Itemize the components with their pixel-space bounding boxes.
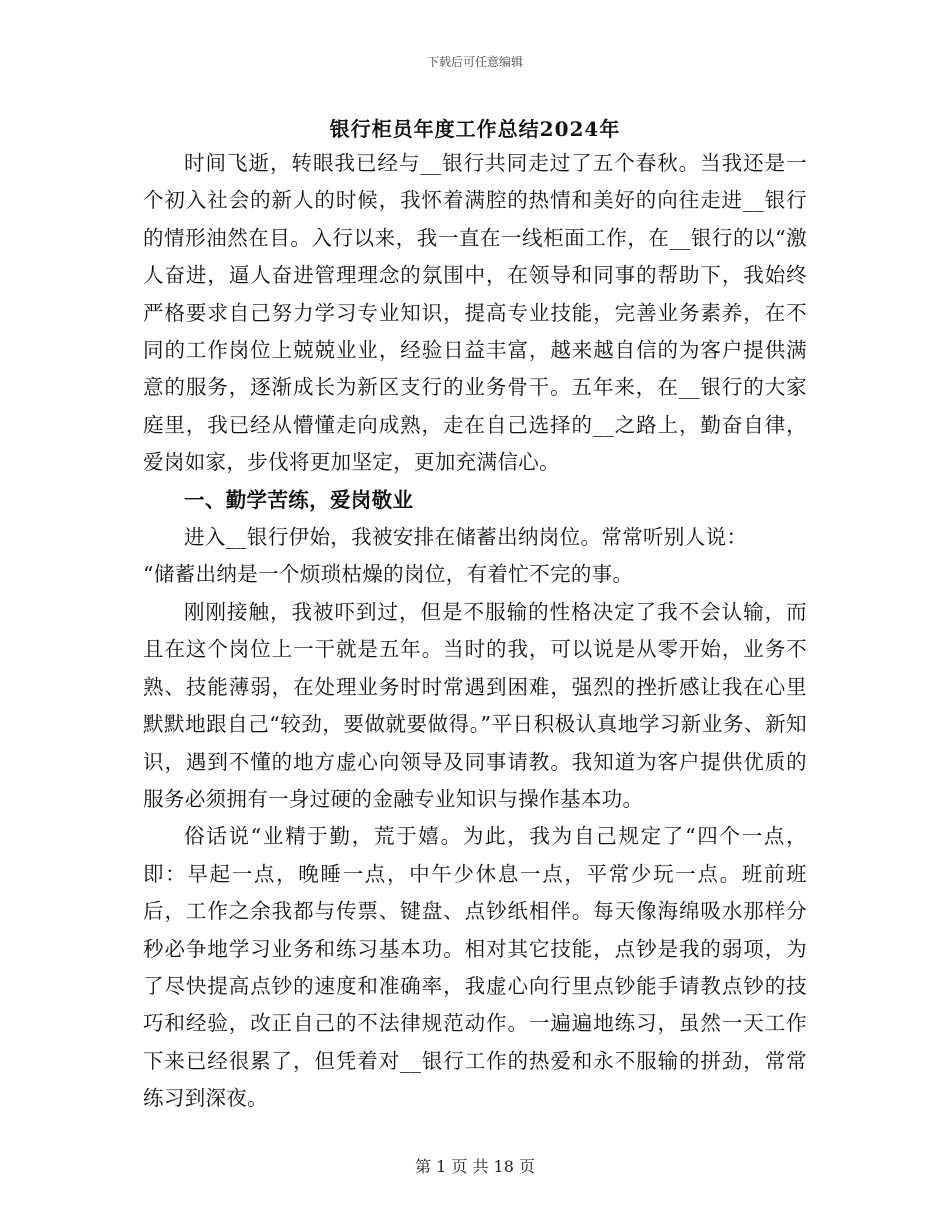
section1-paragraph-1: 进入__银行伊始，我被安排在储蓄出纳岗位。常常听别人说： — [184, 525, 748, 550]
section1-paragraph-quote: “储蓄出纳是一个烦琐枯燥的岗位，有着忙不完的事。 — [143, 562, 634, 587]
page-header-note: 下载后可任意编辑 — [426, 55, 523, 69]
page-number: 第 1 页 共 18 页 — [415, 1157, 535, 1176]
intro-paragraph: 时间飞逝，转眼我已经与__银行共同走过了五个春秋。当我还是一个初入社会的新人的时候，我怀着满腔的热情和美好的向往走进__银行的情形油然在目。入行以来，我一直在一线柜面工作，在__银行的以“激人奋进，逼人奋进管理理念的氛围中，在领导和同事的帮助下，我始终严格要求自己努力学习专业知识，提高专业技能，完善业务素养，在不同的工作岗位上兢兢业业，经验日益丰富，越来越自信的为客户提供满意的服务，逐渐成长为新区支行的业务骨干。五年来，在__银行的大家庭里，我已经从懵懂走向成熟，走在自己选择的__之路上，勤奋自律，爱岗如家，步伐将更加坚定，更加充满信心。 — [143, 151, 807, 475]
section1-paragraph-2: 刚刚接触，我被吓到过，但是不服输的性格决定了我不会认输，而且在这个岗位上一干就是五年。当时的我，可以说是从零开始，业务不熟、技能薄弱，在处理业务时时常遇到困难，强烈的挫折感让我在心里默默地跟自己“较劲，要做就要做得。”平日积极认真地学习新业务、新知识，遇到不懂的地方虚心向领导及同事请教。我知道为客户提供优质的服务必须拥有一身过硬的金融专业知识与操作基本功。 — [143, 599, 807, 811]
document-body — [143, 145, 807, 1118]
document-title: 银行柜员年度工作总结2024年 — [329, 117, 621, 141]
section-heading-1: 一、勤学苦练，爱岗敬业 — [184, 487, 414, 512]
section1-paragraph-3: 俗话说“业精于勤，荒于嬉。为此，我为自己规定了“四个一点，即：早起一点，晚睡一点，中午少休息一点，平常少玩一点。班前班后，工作之余我都与传票、键盘、点钞纸相伴。每天像海绵吸水那样分秒必争地学习业务和练习基本功。相对其它技能，点钞是我的弱项，为了尽快提高点钞的速度和准确率，我虚心向行里点钞能手请教点钞的技巧和经验，改正自己的不法律规范动作。一遍遍地练习，虽然一天工作下来已经很累了，但凭着对__银行工作的热爱和永不服输的拼劲，常常练习到深夜。 — [143, 824, 807, 1111]
